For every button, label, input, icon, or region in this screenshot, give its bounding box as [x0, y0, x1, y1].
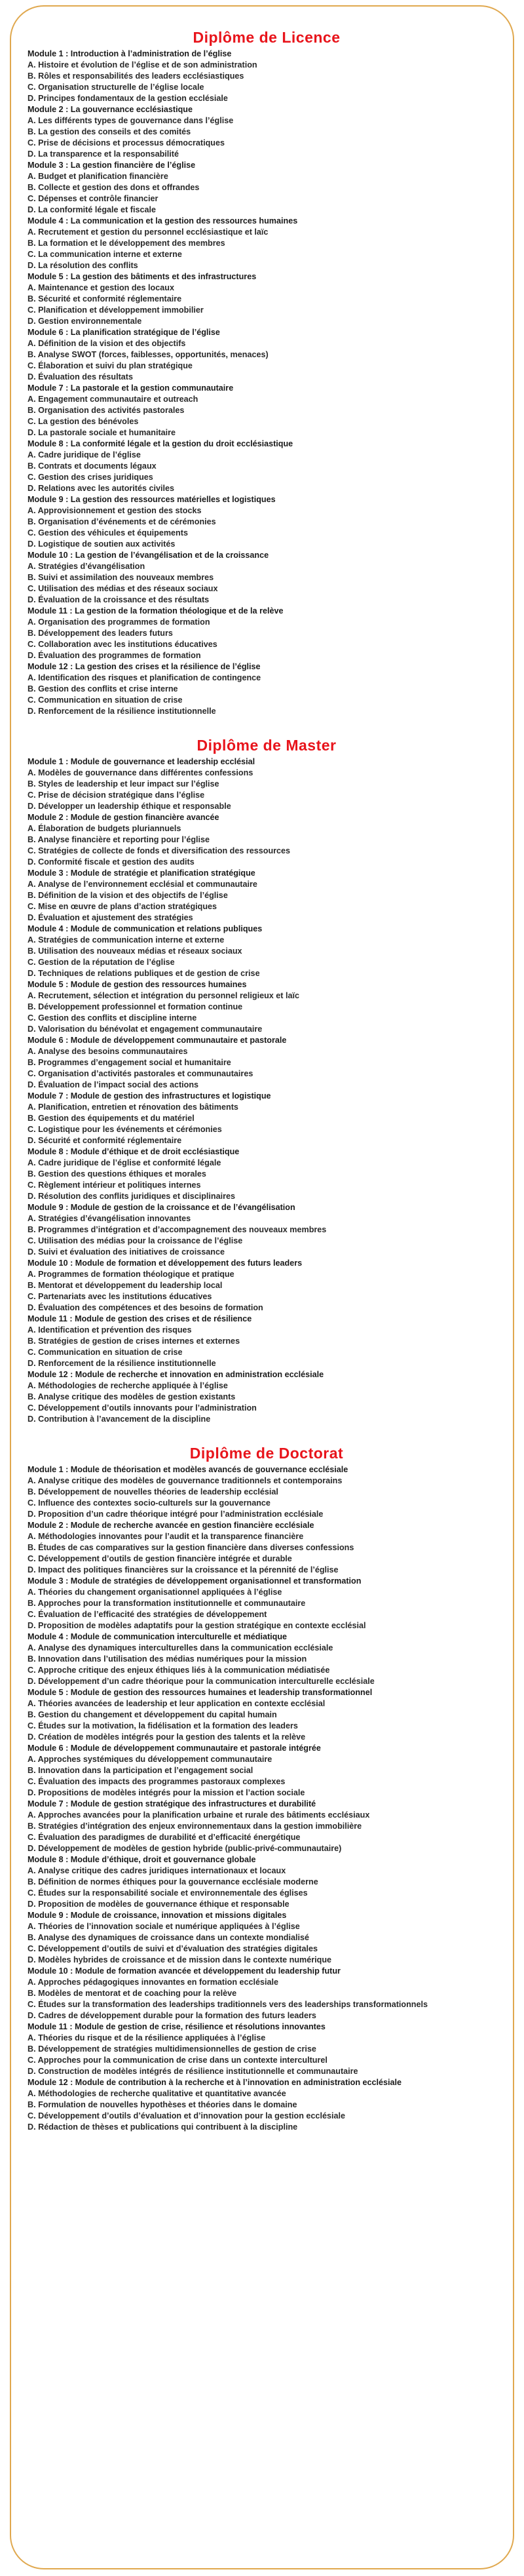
- module-item: D. Proposition de modèles adaptatifs pour la gestion stratégique en contexte ecclésial: [28, 1621, 366, 1630]
- module-heading: Module 6 : Module de développement communautaire et pastorale: [28, 1036, 287, 1045]
- module-heading: Module 12 : Module de recherche et innovation en administration ecclésiale: [28, 1370, 324, 1379]
- module-item: D. Principes fondamentaux de la gestion ecclésiale: [28, 94, 228, 103]
- module-heading: Module 2 : La gouvernance ecclésiastique: [28, 105, 193, 114]
- module-item: A. Analyse des besoins communautaires: [28, 1047, 188, 1056]
- module-item: A. Modèles de gouvernance dans différentes confessions: [28, 768, 253, 777]
- module-heading: Module 2 : Module de recherche avancée en gestion financière ecclésiale: [28, 1521, 314, 1530]
- module-item: B. Développement des leaders futurs: [28, 629, 173, 638]
- module-item: A. Stratégies de communication interne et externe: [28, 935, 225, 945]
- module-item: B. Innovation dans l’utilisation des médias numériques pour la mission: [28, 1654, 307, 1664]
- diploma-section: [28, 26, 506, 717]
- module-item: A. Approvisionnement et gestion des stocks: [28, 506, 202, 515]
- module-item: D. Évaluation des résultats: [28, 372, 133, 381]
- module-heading: Module 9 : Module de croissance, innovation et missions digitales: [28, 1911, 287, 1920]
- module-heading: Module 11 : La gestion de la formation théologique et de la relève: [28, 606, 284, 615]
- diploma-section: [28, 1442, 506, 2133]
- module-heading: Module 10 : Module de formation et développement des futurs leaders: [28, 1259, 303, 1268]
- module-heading: Module 8 : Module d’éthique et de droit ecclésiastique: [28, 1147, 240, 1156]
- module-item: D. Proposition de modèles de gouvernance éthique et responsable: [28, 1900, 290, 1909]
- module-item: D. Modèles hybrides de croissance et de mission dans le contexte numérique: [28, 1955, 332, 1964]
- module-item: B. Programmes d’engagement social et humanitaire: [28, 1058, 231, 1067]
- module-item: C. Organisation d’activités pastorales et communautaires: [28, 1069, 253, 1078]
- module-item: D. Renforcement de la résilience institutionnelle: [28, 707, 216, 716]
- module-item: A. Cadre juridique de l’église: [28, 450, 141, 459]
- module-heading: Module 1 : Introduction à l’administration de l’église: [28, 49, 232, 58]
- module-item: B. Analyse SWOT (forces, faiblesses, opportunités, menaces): [28, 350, 269, 359]
- module-heading: Module 5 : Module de gestion des ressources humaines et leadership transformationnel: [28, 1688, 373, 1697]
- module-item: D. Résolution des conflits juridiques et disciplinaires: [28, 1192, 236, 1201]
- module-item: A. Identification et prévention des risques: [28, 1325, 192, 1335]
- module-item: B. Collecte et gestion des dons et offrandes: [28, 183, 200, 192]
- module-item: B. Définition de normes éthiques pour la gouvernance ecclésiale moderne: [28, 1877, 318, 1886]
- module-item: B. Rôles et responsabilités des leaders ecclésiastiques: [28, 71, 244, 81]
- module-item: D. Gestion environnementale: [28, 317, 142, 326]
- module-item: B. Gestion des questions éthiques et morales: [28, 1169, 206, 1179]
- module-item: D. Rédaction de thèses et publications qui contribuent à la discipline: [28, 2122, 298, 2132]
- module-item: B. Gestion des équipements et du matériel: [28, 1114, 195, 1123]
- module-item: D. Conformité fiscale et gestion des audits: [28, 857, 195, 867]
- module-item: B. La formation et le développement des membres: [28, 239, 225, 248]
- module-item: D. Cadres de développement durable pour la formation des futurs leaders: [28, 2011, 316, 2020]
- module-item: A. Recrutement, sélection et intégration du personnel religieux et laïc: [28, 991, 299, 1000]
- module-item: C. Développement d’outils de gestion financière intégrée et durable: [28, 1554, 292, 1563]
- module-item: B. Sécurité et conformité réglementaire: [28, 294, 182, 303]
- module-item: D. Évaluation de la croissance et des résultats: [28, 595, 210, 604]
- module-item: B. Études de cas comparatives sur la gestion financière dans diverses confessions: [28, 1543, 354, 1552]
- module-item: C. Planification et développement immobilier: [28, 305, 204, 315]
- module-item: B. Stratégies de gestion de crises internes et externes: [28, 1337, 240, 1346]
- module-item: A. Identification des risques et planification de contingence: [28, 673, 261, 682]
- module-item: D. Construction de modèles intégrés de résilience institutionnelle et communautaire: [28, 2067, 358, 2076]
- module-heading: Module 9 : Module de gestion de la croissance et de l’évangélisation: [28, 1203, 295, 1212]
- module-item: D. Sécurité et conformité réglementaire: [28, 1136, 182, 1145]
- module-heading: Module 6 : La planification stratégique de l’église: [28, 328, 220, 337]
- module-item: C. Approches pour la communication de crise dans un contexte interculturel: [28, 2056, 328, 2065]
- module-item: D. La transparence et la responsabilité: [28, 149, 179, 159]
- module-item: A. Approches pédagogiques innovantes en formation ecclésiale: [28, 1978, 279, 1987]
- module-item: D. Évaluation de l’impact social des actions: [28, 1080, 199, 1089]
- document-content: [28, 26, 506, 2133]
- module-heading: Module 1 : Module de théorisation et modèles avancés de gouvernance ecclésiale: [28, 1465, 348, 1474]
- module-item: C. Utilisation des médias pour la croissance de l’église: [28, 1236, 243, 1245]
- module-item: C. Gestion des conflits et discipline interne: [28, 1013, 197, 1023]
- module-item: A. Budget et planification financière: [28, 172, 168, 181]
- module-item: D. La pastorale sociale et humanitaire: [28, 428, 176, 437]
- module-item: C. La gestion des bénévoles: [28, 417, 139, 426]
- module-item: B. Mentorat et développement du leadership local: [28, 1281, 223, 1290]
- module-item: C. Gestion de la réputation de l’église: [28, 958, 175, 967]
- module-item: A. Cadre juridique de l’église et conformité légale: [28, 1158, 221, 1167]
- module-item: A. Théories avancées de leadership et leur application en contexte ecclésial: [28, 1699, 326, 1708]
- module-item: D. Valorisation du bénévolat et engagement communautaire: [28, 1025, 263, 1034]
- module-heading: Module 9 : La gestion des ressources matérielles et logistiques: [28, 495, 276, 504]
- module-item: D. Relations avec les autorités civiles: [28, 484, 174, 493]
- module-item: B. Analyse des dynamiques de croissance dans un contexte mondialisé: [28, 1933, 309, 1942]
- diploma-title: Diplôme de Doctorat: [189, 1445, 344, 1462]
- module-item: A. Stratégies d’évangélisation: [28, 562, 145, 571]
- module-item: D. Logistique de soutien aux activités: [28, 539, 176, 549]
- module-item: B. Suivi et assimilation des nouveaux membres: [28, 573, 214, 582]
- module-item: A. Recrutement et gestion du personnel ecclésiastique et laïc: [28, 227, 269, 237]
- module-item: D. Renforcement de la résilience institutionnelle: [28, 1359, 216, 1368]
- module-heading: Module 11 : Module de gestion des crises et de résilience: [28, 1314, 252, 1323]
- module-item: C. Développement d’outils d’évaluation et d’innovation pour la gestion ecclésiale: [28, 2111, 345, 2120]
- module-item: C. Influence des contextes socio-culturels sur la gouvernance: [28, 1498, 271, 1508]
- module-item: D. Évaluation et ajustement des stratégies: [28, 913, 193, 922]
- module-item: C. Dépenses et contrôle financier: [28, 194, 159, 203]
- module-item: B. Définition de la vision et des objectifs de l’église: [28, 891, 228, 900]
- module-item: B. Développement de stratégies multidimensionnelles de gestion de crise: [28, 2044, 316, 2054]
- module-item: C. Mise en œuvre de plans d’action stratégiques: [28, 902, 217, 911]
- module-item: D. Techniques de relations publiques et de gestion de crise: [28, 969, 260, 978]
- module-heading: Module 1 : Module de gouvernance et leadership ecclésial: [28, 757, 255, 766]
- module-item: B. Analyse critique des modèles de gestion existants: [28, 1392, 236, 1401]
- diploma-title: Diplôme de Licence: [193, 29, 341, 46]
- module-item: C. Évaluation des paradigmes de durabilité et d’efficacité énergétique: [28, 1833, 301, 1842]
- module-heading: Module 3 : Module de stratégie et planification stratégique: [28, 868, 255, 878]
- module-item: A. Méthodologies de recherche appliquée à l’église: [28, 1381, 228, 1390]
- module-item: C. Gestion des véhicules et équipements: [28, 528, 188, 537]
- module-item: C. Approche critique des enjeux éthiques liés à la communication médiatisée: [28, 1666, 330, 1675]
- section-spacer: [28, 717, 506, 734]
- module-heading: Module 5 : Module de gestion des ressources humaines: [28, 980, 247, 989]
- module-heading: Module 4 : Module de communication et relations publiques: [28, 924, 263, 933]
- module-item: A. Maintenance et gestion des locaux: [28, 283, 174, 292]
- module-heading: Module 10 : Module de formation avancée et développement du leadership futur: [28, 1966, 341, 1976]
- module-heading: Module 3 : La gestion financière de l’église: [28, 161, 196, 170]
- module-heading: Module 5 : La gestion des bâtiments et des infrastructures: [28, 272, 257, 281]
- module-item: D. La résolution des conflits: [28, 261, 138, 270]
- module-item: A. Analyse critique des cadres juridiques internationaux et locaux: [28, 1866, 286, 1875]
- module-heading: Module 7 : Module de gestion des infrastructures et logistique: [28, 1091, 271, 1101]
- module-item: B. Analyse financière et reporting pour l’église: [28, 835, 210, 844]
- module-item: C. Communication en situation de crise: [28, 695, 183, 705]
- module-item: D. Évaluation des compétences et des besoins de formation: [28, 1303, 263, 1312]
- module-item: C. Développement d’outils innovants pour l’administration: [28, 1403, 257, 1413]
- module-item: C. Études sur la responsabilité sociale et environnementale des églises: [28, 1888, 308, 1898]
- module-heading: Module 8 : La conformité légale et la gestion du droit ecclésiastique: [28, 439, 293, 448]
- module-item: A. Organisation des programmes de formation: [28, 617, 210, 627]
- module-item: A. Approches avancées pour la planification urbaine et rurale des bâtiments ecclésiaux: [28, 1810, 370, 1820]
- module-heading: Module 2 : Module de gestion financière avancée: [28, 813, 219, 822]
- module-item: A. Analyse des dynamiques interculturelles dans la communication ecclésiale: [28, 1643, 333, 1652]
- module-heading: Module 10 : La gestion de l’évangélisation et de la croissance: [28, 551, 269, 560]
- module-item: B. Gestion des conflits et crise interne: [28, 684, 178, 693]
- module-item: A. Engagement communautaire et outreach: [28, 395, 198, 404]
- module-item: A. Approches systémiques du développement communautaire: [28, 1755, 272, 1764]
- module-item: C. Développement d’outils de suivi et d’évaluation des stratégies digitales: [28, 1944, 318, 1953]
- module-heading: Module 4 : La communication et la gestion des ressources humaines: [28, 216, 298, 225]
- module-item: B. Stratégies d’intégration des enjeux environnementaux dans la gestion immobilière: [28, 1822, 362, 1831]
- module-item: C. Études sur la motivation, la fidélisation et la formation des leaders: [28, 1721, 298, 1730]
- module-item: C. Partenariats avec les institutions éducatives: [28, 1292, 212, 1301]
- module-item: C. Organisation structurelle de l’église locale: [28, 83, 204, 92]
- module-item: A. Théories du changement organisationnel appliquées à l’église: [28, 1588, 282, 1597]
- module-item: A. Analyse critique des modèles de gouvernance traditionnels et contemporains: [28, 1476, 343, 1485]
- module-item: D. Création de modèles intégrés pour la gestion des talents et la relève: [28, 1732, 306, 1742]
- module-item: A. Analyse de l’environnement ecclésial et communautaire: [28, 880, 257, 889]
- module-item: A. Stratégies d’évangélisation innovantes: [28, 1214, 191, 1223]
- module-item: C. Stratégies de collecte de fonds et diversification des ressources: [28, 846, 291, 855]
- module-item: B. Innovation dans la participation et l’engagement social: [28, 1766, 253, 1775]
- module-item: D. Évaluation des programmes de formation: [28, 651, 201, 660]
- module-item: D. Contribution à l’avancement de la discipline: [28, 1415, 211, 1424]
- module-item: B. Organisation des activités pastorales: [28, 406, 185, 415]
- module-heading: Module 8 : Module d’éthique, droit et gouvernance globale: [28, 1855, 256, 1864]
- module-heading: Module 7 : Module de gestion stratégique des infrastructures et durabilité: [28, 1799, 316, 1808]
- module-item: A. Les différents types de gouvernance dans l’église: [28, 116, 234, 125]
- module-item: B. Modèles de mentorat et de coaching pour la relève: [28, 1989, 237, 1998]
- module-item: A. Méthodologies innovantes pour l’audit et la transparence financière: [28, 1532, 304, 1541]
- module-item: C. Prise de décisions et processus démocratiques: [28, 138, 225, 147]
- module-item: A. Planification, entretien et rénovation des bâtiments: [28, 1103, 238, 1112]
- module-item: A. Programmes de formation théologique et pratique: [28, 1270, 234, 1279]
- module-item: B. Gestion du changement et développement du capital humain: [28, 1710, 277, 1719]
- module-heading: Module 11 : Module de gestion de crise, résilience et résolutions innovantes: [28, 2022, 326, 2031]
- module-heading: Module 12 : La gestion des crises et la résilience de l’église: [28, 662, 261, 671]
- diploma-section: [28, 734, 506, 1425]
- module-heading: Module 6 : Module de développement communautaire et pastorale intégrée: [28, 1744, 321, 1753]
- diploma-title: Diplôme de Master: [196, 737, 337, 754]
- module-item: B. Formulation de nouvelles hypothèses et théories dans le domaine: [28, 2100, 297, 2109]
- module-heading: Module 7 : La pastorale et la gestion communautaire: [28, 383, 234, 393]
- module-item: C. Études sur la transformation des leaderships traditionnels vers des leaderships transformationnels: [28, 2000, 428, 2009]
- module-item: C. Élaboration et suivi du plan stratégique: [28, 361, 193, 370]
- module-item: D. Suivi et évaluation des initiatives de croissance: [28, 1247, 225, 1257]
- module-item: D. Développement d’un cadre théorique pour la communication interculturelle ecclésiale: [28, 1677, 375, 1686]
- module-heading: Module 3 : Module de stratégies de développement organisationnel et transformation: [28, 1576, 362, 1586]
- module-item: D. Impact des politiques financières sur la croissance et la pérennité de l’église: [28, 1565, 339, 1574]
- module-item: B. Organisation d’événements et de cérémonies: [28, 517, 216, 526]
- document-card: [10, 5, 514, 2569]
- module-item: D. Propositions de modèles intégrés pour la mission et l’action sociale: [28, 1788, 305, 1797]
- section-spacer: [28, 1425, 506, 1442]
- module-item: B. La gestion des conseils et des comités: [28, 127, 191, 136]
- module-item: C. Prise de décision stratégique dans l’église: [28, 790, 205, 800]
- module-heading: Module 12 : Module de contribution à la recherche et à l’innovation en administration ecclésiale: [28, 2078, 402, 2087]
- module-item: C. La communication interne et externe: [28, 250, 182, 259]
- module-item: B. Styles de leadership et leur impact sur l’église: [28, 779, 219, 789]
- module-item: D. Développement de modèles de gestion hybride (public-privé-communautaire): [28, 1844, 342, 1853]
- module-item: A. Histoire et évolution de l’église et de son administration: [28, 60, 257, 69]
- module-item: C. Communication en situation de crise: [28, 1348, 183, 1357]
- module-item: B. Développement de nouvelles théories de leadership ecclésial: [28, 1487, 278, 1496]
- module-item: C. Gestion des crises juridiques: [28, 473, 153, 482]
- module-item: D. La conformité légale et fiscale: [28, 205, 156, 214]
- module-item: C. Évaluation des impacts des programmes pastoraux complexes: [28, 1777, 286, 1786]
- module-item: D. Développer un leadership éthique et responsable: [28, 802, 231, 811]
- module-item: D. Proposition d’un cadre théorique intégré pour l’administration ecclésiale: [28, 1510, 324, 1519]
- module-item: B. Développement professionnel et formation continue: [28, 1002, 243, 1011]
- module-item: C. Utilisation des médias et des réseaux sociaux: [28, 584, 218, 593]
- module-item: A. Théories de l’innovation sociale et numérique appliquées à l’église: [28, 1922, 300, 1931]
- module-item: B. Contrats et documents légaux: [28, 461, 157, 471]
- module-item: A. Élaboration de budgets pluriannuels: [28, 824, 181, 833]
- module-item: C. Règlement intérieur et politiques internes: [28, 1181, 201, 1190]
- module-heading: Module 4 : Module de communication interculturelle et médiatique: [28, 1632, 288, 1641]
- module-item: C. Logistique pour les événements et cérémonies: [28, 1125, 222, 1134]
- module-item: B. Utilisation des nouveaux médias et réseaux sociaux: [28, 946, 242, 956]
- module-item: B. Programmes d’intégration et d’accompagnement des nouveaux membres: [28, 1225, 327, 1234]
- module-item: A. Théories du risque et de la résilience appliquées à l’église: [28, 2033, 266, 2042]
- module-item: C. Évaluation de l’efficacité des stratégies de développement: [28, 1610, 267, 1619]
- module-item: A. Définition de la vision et des objectifs: [28, 339, 186, 348]
- module-item: B. Approches pour la transformation institutionnelle et communautaire: [28, 1599, 306, 1608]
- module-item: C. Collaboration avec les institutions éducatives: [28, 640, 217, 649]
- module-item: A. Méthodologies de recherche qualitative et quantitative avancée: [28, 2089, 286, 2098]
